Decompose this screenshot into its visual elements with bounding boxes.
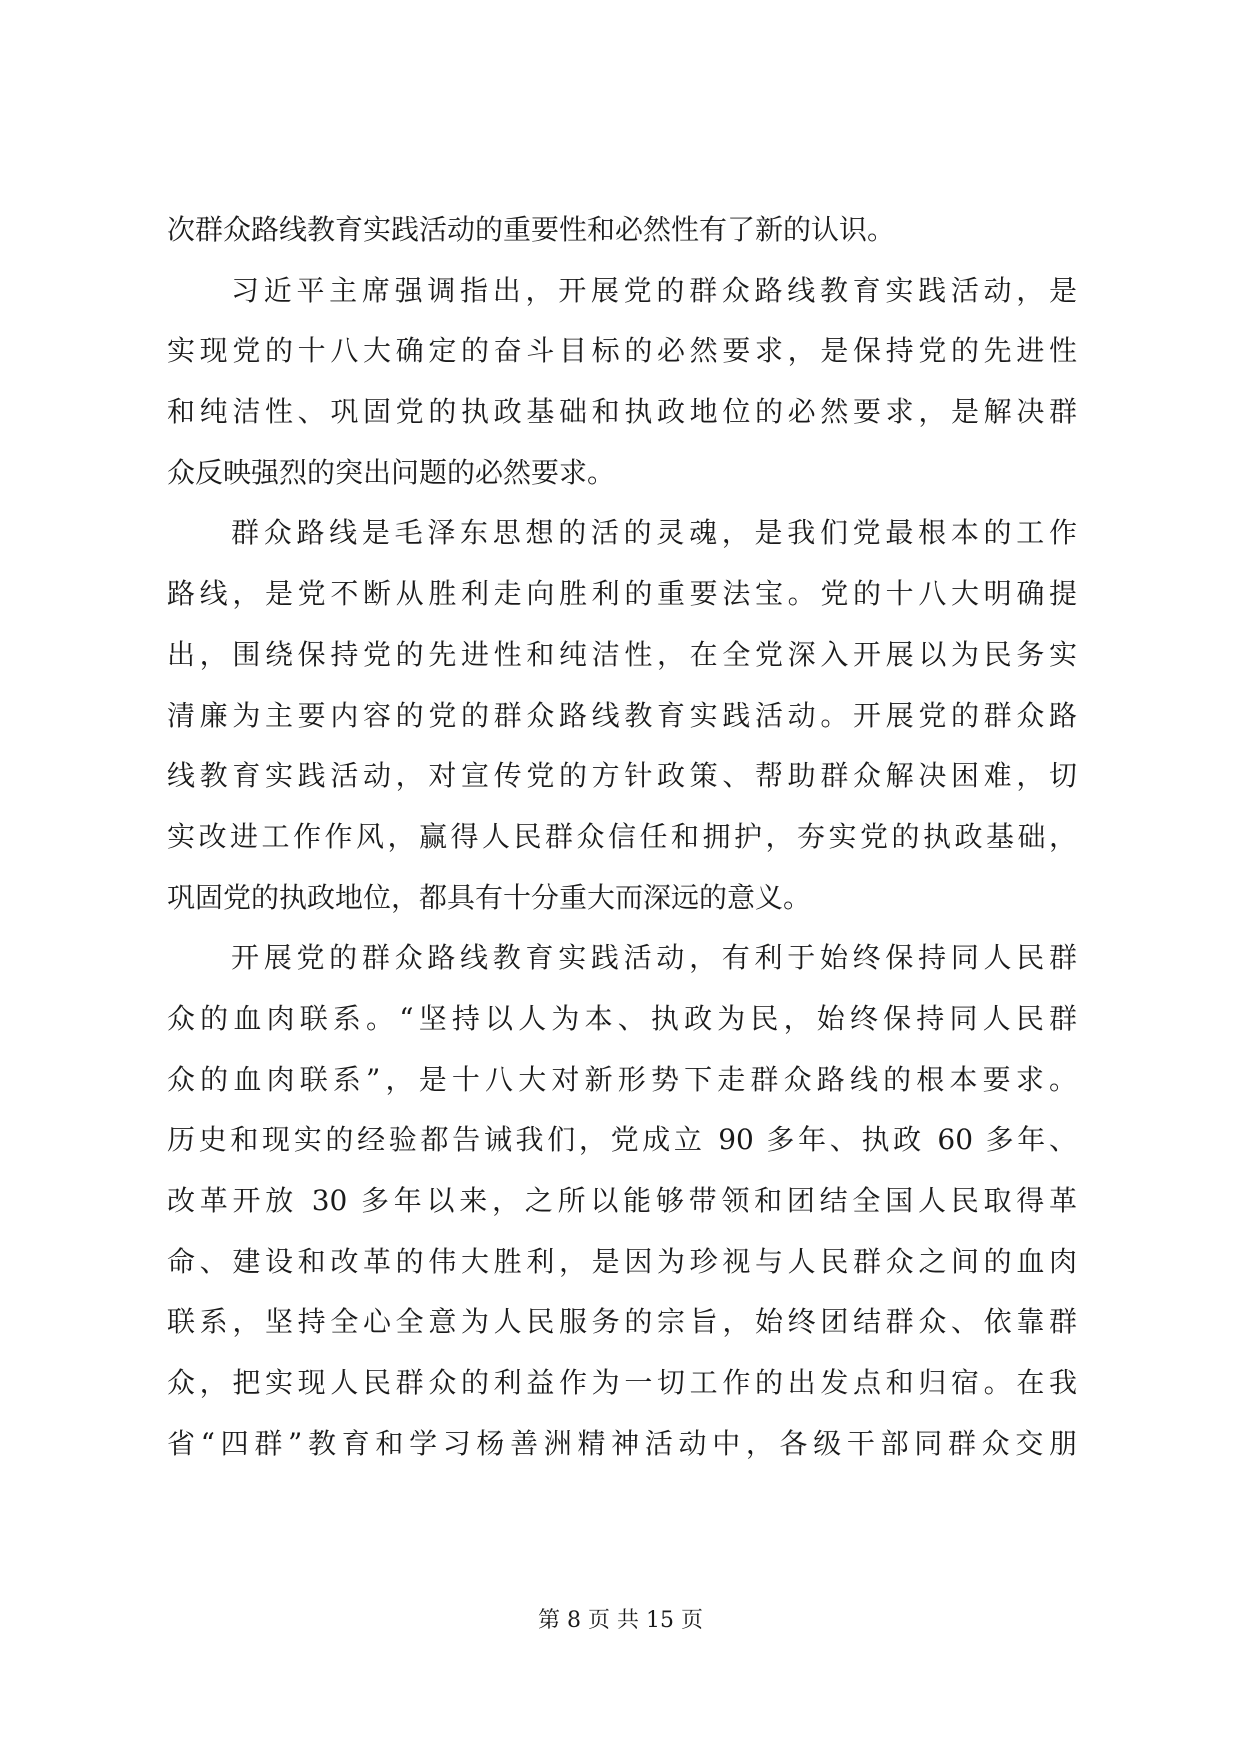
text-line: 次群众路线教育实践活动的重要性和必然性有了新的认识。 [167, 213, 896, 246]
text-line: 命、建设和改革的伟大胜利，是因为珍视与人民群众之间的血肉 [167, 1244, 1077, 1278]
text-line: 线教育实践活动，对宣传党的方针政策、帮助群众解决困难，切 [167, 759, 1077, 793]
text-line: 路线，是党不断从胜利走向胜利的重要法宝。党的十八大明确提 [167, 577, 1077, 611]
text-line: 联系，坚持全心全意为人民服务的宗旨，始终团结群众、依靠群 [167, 1305, 1077, 1339]
text-line: 众，把实现人民群众的利益作为一切工作的出发点和归宿。在我 [167, 1366, 1077, 1400]
text-line: 群众路线是毛泽东思想的活的灵魂，是我们党最根本的工作 [231, 516, 1077, 550]
text-line: 习近平主席强调指出，开展党的群众路线教育实践活动，是 [231, 273, 1077, 307]
text-line: 众反映强烈的突出问题的必然要求。 [167, 455, 616, 489]
text-line: 省“四群”教育和学习杨善洲精神活动中，各级干部同群众交朋 [167, 1426, 1077, 1460]
page-footer: 第 8 页 共 15 页 [538, 1608, 703, 1633]
body-text [167, 200, 1077, 1474]
text-line: 历史和现实的经验都告诫我们，党成立 90 多年、执政 60 多年、 [167, 1123, 1077, 1157]
text-line: 实现党的十八大确定的奋斗目标的必然要求，是保持党的先进性 [167, 334, 1077, 368]
text-line: 出，围绕保持党的先进性和纯洁性，在全党深入开展以为民务实 [167, 637, 1077, 671]
text-line: 清廉为主要内容的党的群众路线教育实践活动。开展党的群众路 [167, 698, 1077, 732]
text-line: 众的血肉联系”，是十八大对新形势下走群众路线的根本要求。 [167, 1062, 1077, 1096]
text-line: 巩固党的执政地位，都具有十分重大而深远的意义。 [167, 880, 812, 914]
text-line: 开展党的群众路线教育实践活动，有利于始终保持同人民群 [231, 941, 1077, 975]
text-line: 和纯洁性、巩固党的执政基础和执政地位的必然要求，是解决群 [167, 395, 1077, 429]
text-line: 改革开放 30 多年以来，之所以能够带领和团结全国人民取得革 [167, 1184, 1077, 1217]
text-line: 实改进工作作风，赢得人民群众信任和拥护，夯实党的执政基础， [167, 819, 1077, 853]
text-line: 众的血肉联系。“坚持以人为本、执政为民，始终保持同人民群 [167, 1001, 1077, 1035]
